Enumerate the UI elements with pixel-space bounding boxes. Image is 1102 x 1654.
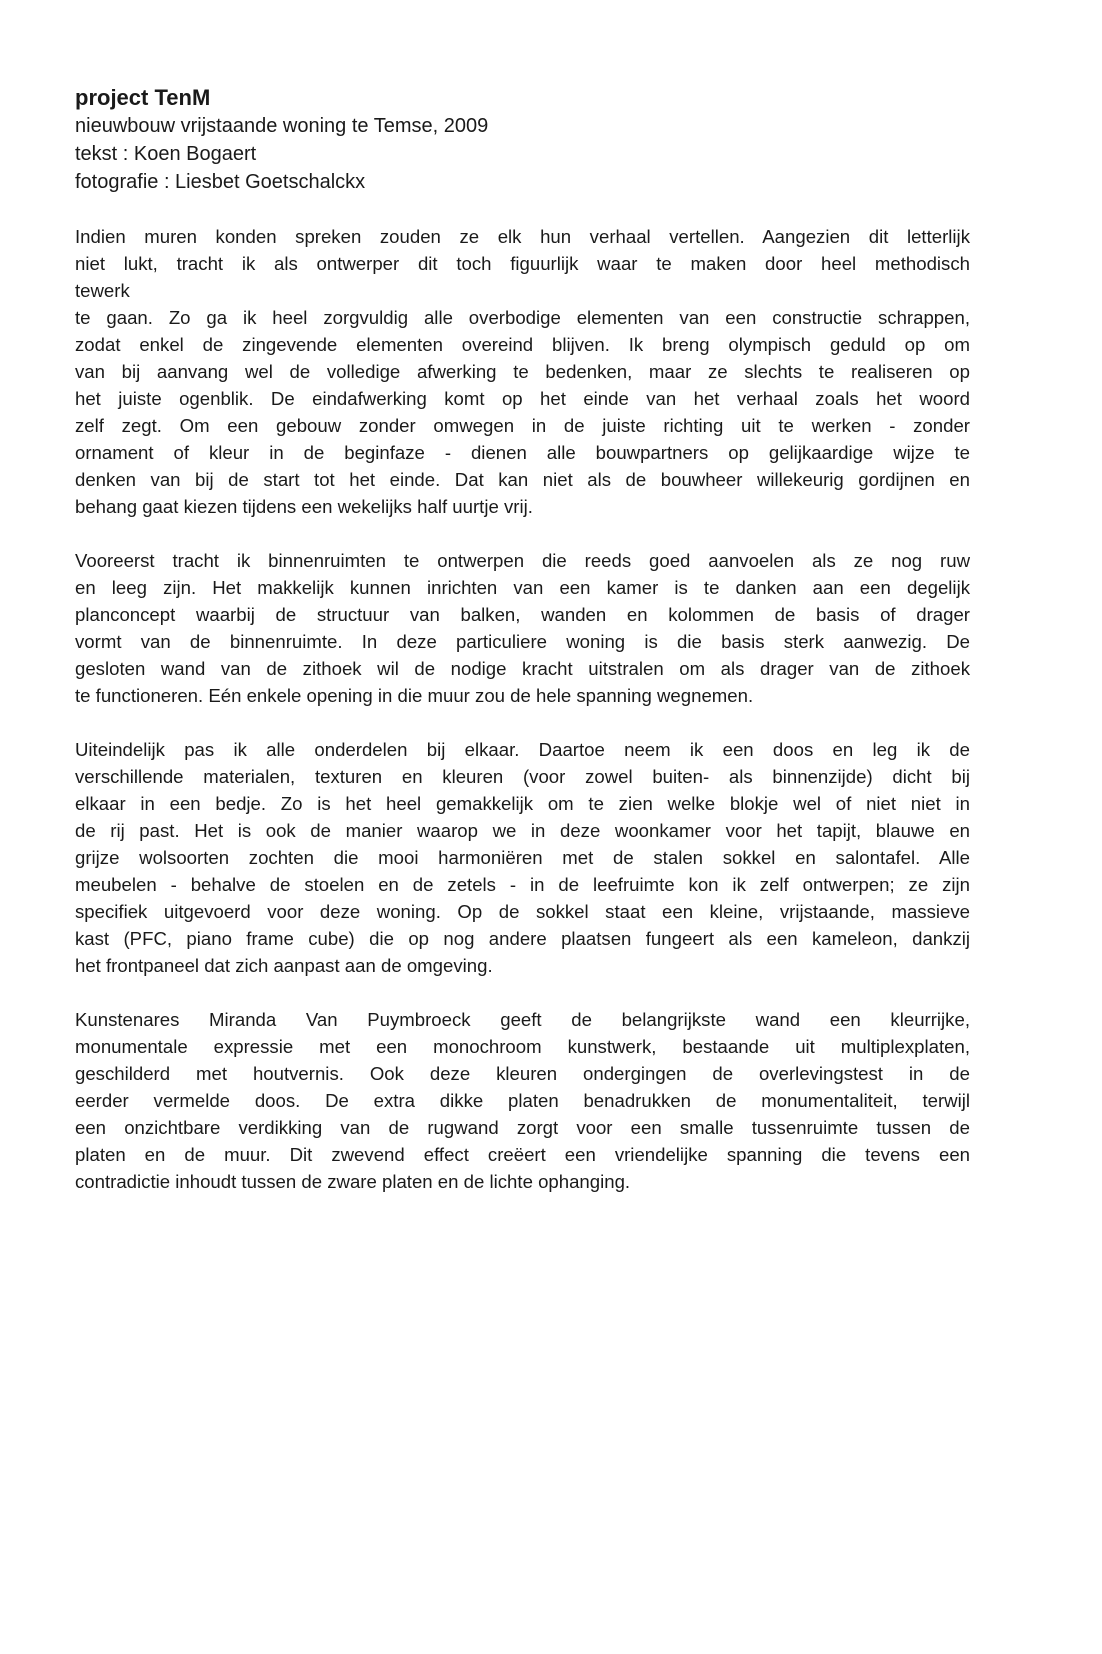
paragraph-line: Uiteindelijk pas ik alle onderdelen bij elkaar. Daartoe neem ik een doos en leg ik de <box>75 739 970 760</box>
paragraph-line: denken van bij de start tot het einde. Dat kan niet als de bouwheer willekeurig gordijnen en <box>75 469 970 490</box>
paragraph-line: geschilderd met houtvernis. Ook deze kleuren ondergingen de overlevingstest in de <box>75 1063 970 1084</box>
paragraph-line: Kunstenares Miranda Van Puymbroeck geeft de belangrijkste wand een kleurrijke, <box>75 1009 970 1030</box>
paragraph-line: Vooreerst tracht ik binnenruimten te ontwerpen die reeds goed aanvoelen als ze nog ruw <box>75 550 970 571</box>
paragraph <box>75 1006 970 1195</box>
paragraph-line: te gaan. Zo ga ik heel zorgvuldig alle overbodige elementen van een constructie schrappen, <box>75 307 970 328</box>
paragraph <box>75 547 970 709</box>
paragraph-line: niet lukt, tracht ik als ontwerper dit toch figuurlijk waar te maken door heel methodisch <box>75 253 970 274</box>
document-header <box>75 84 970 196</box>
paragraph-line: van bij aanvang wel de volledige afwerking te bedenken, maar ze slechts te realiseren op <box>75 361 970 382</box>
paragraph-line: contradictie inhoudt tussen de zware platen en de lichte ophanging. <box>75 1171 631 1192</box>
paragraph-line: elkaar in een bedje. Zo is het heel gemakkelijk om te zien welke blokje wel of niet niet in <box>75 793 970 814</box>
paragraph-line: gesloten wand van de zithoek wil de nodige kracht uitstralen om als drager van de zithoek <box>75 658 970 679</box>
paragraph-line: zelf zegt. Om een gebouw zonder omwegen in de juiste richting uit te werken - zonder <box>75 415 970 436</box>
paragraph <box>75 223 970 520</box>
photo-credit: fotografie : Liesbet Goetschalckx <box>75 171 366 193</box>
paragraph-line: verschillende materialen, texturen en kleuren (voor zowel buiten- als binnenzijde) dicht bij <box>75 766 970 787</box>
paragraph-line: eerder vermelde doos. De extra dikke platen benadrukken de monumentaliteit, terwijl <box>75 1090 970 1111</box>
paragraph-line: Indien muren konden spreken zouden ze elk hun verhaal vertellen. Aangezien dit letterlijk <box>75 226 970 247</box>
document-page <box>75 84 970 1195</box>
paragraph-line: planconcept waarbij de structuur van balken, wanden en kolommen de basis of drager <box>75 604 970 625</box>
text-credit: tekst : Koen Bogaert <box>75 143 257 165</box>
paragraph-line: en leeg zijn. Het makkelijk kunnen inrichten van een kamer is te danken aan een degelijk <box>75 577 970 598</box>
paragraph-line: platen en de muur. Dit zwevend effect creëert een vriendelijke spanning die tevens een <box>75 1144 970 1165</box>
paragraph-line: specifiek uitgevoerd voor deze woning. Op de sokkel staat een kleine, vrijstaande, massieve <box>75 901 970 922</box>
paragraph-line: de rij past. Het is ook de manier waarop we in deze woonkamer voor het tapijt, blauwe en <box>75 820 970 841</box>
paragraph-line: een onzichtbare verdikking van de rugwand zorgt voor een smalle tussenruimte tussen de <box>75 1117 970 1138</box>
paragraph-line: het frontpaneel dat zich aanpast aan de omgeving. <box>75 955 493 976</box>
body-text <box>75 223 970 1195</box>
paragraph-line: kast (PFC, piano frame cube) die op nog andere plaatsen fungeert als een kameleon, dankzij <box>75 928 970 949</box>
paragraph-line: meubelen - behalve de stoelen en de zetels - in de leefruimte kon ik zelf ontwerpen; ze zijn <box>75 874 970 895</box>
paragraph-line: ornament of kleur in de beginfaze - dienen alle bouwpartners op gelijkaardige wijze te <box>75 442 970 463</box>
paragraph-line: vormt van de binnenruimte. In deze particuliere woning is die basis sterk aanwezig. De <box>75 631 970 652</box>
paragraph-line: monumentale expressie met een monochroom kunstwerk, bestaande uit multiplexplaten, <box>75 1036 970 1057</box>
paragraph-line: het juiste ogenblik. De eindafwerking komt op het einde van het verhaal zoals het woord <box>75 388 970 409</box>
paragraph-line: tewerk <box>75 280 130 301</box>
paragraph-line: behang gaat kiezen tijdens een wekelijks half uurtje vrij. <box>75 496 533 517</box>
paragraph-line: grijze wolsoorten zochten die mooi harmoniëren met de stalen sokkel en salontafel. Alle <box>75 847 970 868</box>
paragraph-line: zodat enkel de zingevende elementen overeind blijven. Ik breng olympisch geduld op om <box>75 334 970 355</box>
paragraph <box>75 736 970 979</box>
paragraph-line: te functioneren. Eén enkele opening in die muur zou de hele spanning wegnemen. <box>75 685 754 706</box>
document-subtitle: nieuwbouw vrijstaande woning te Temse, 2009 <box>75 115 489 137</box>
document-title: project TenM <box>75 85 211 110</box>
